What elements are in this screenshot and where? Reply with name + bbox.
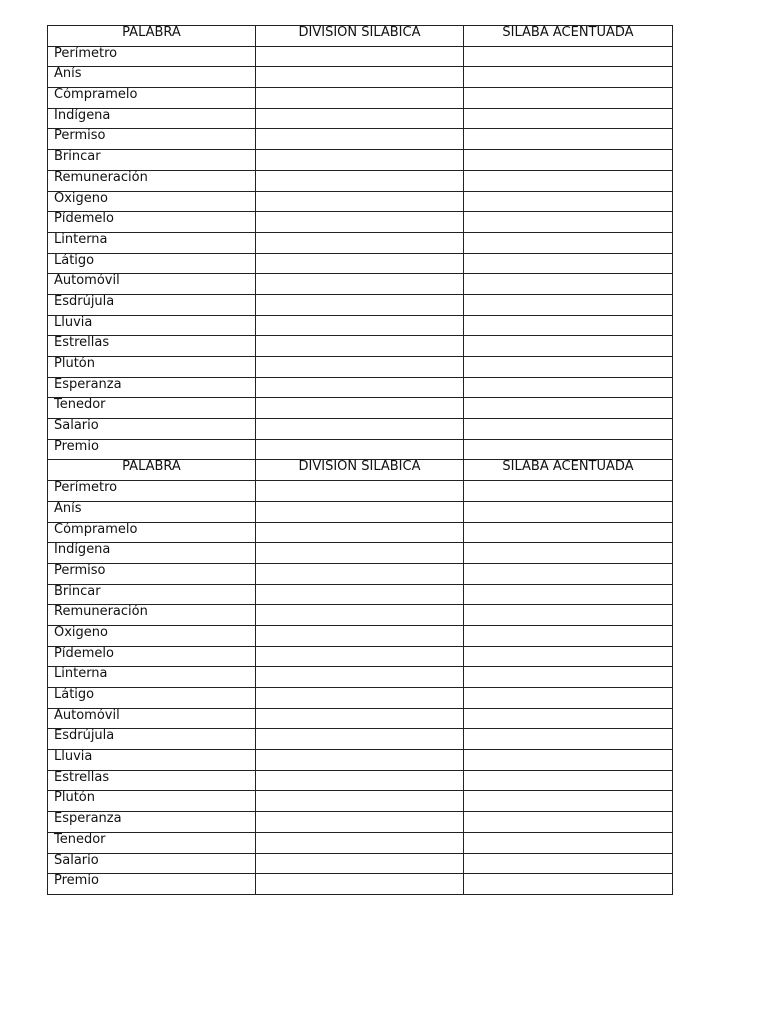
syllable-division-cell[interactable] [256, 750, 464, 771]
syllable-division-cell[interactable] [256, 170, 464, 191]
table-row [48, 522, 673, 543]
syllable-division-cell[interactable] [256, 832, 464, 853]
syllable-division-cell[interactable] [256, 481, 464, 502]
word-cell: Permiso [48, 563, 256, 584]
table-row [48, 625, 673, 646]
table-row [48, 377, 673, 398]
table-row [48, 584, 673, 605]
stressed-syllable-cell[interactable] [464, 853, 673, 874]
table-row [48, 232, 673, 253]
stressed-syllable-cell[interactable] [464, 253, 673, 274]
syllable-division-cell[interactable] [256, 46, 464, 67]
table-row [48, 46, 673, 67]
stressed-syllable-cell[interactable] [464, 67, 673, 88]
table-row [48, 812, 673, 833]
syllable-division-cell[interactable] [256, 88, 464, 109]
header-row [48, 460, 673, 481]
syllable-division-cell[interactable] [256, 191, 464, 212]
stressed-syllable-cell[interactable] [464, 501, 673, 522]
syllable-division-cell[interactable] [256, 108, 464, 129]
table-row [48, 129, 673, 150]
stressed-syllable-cell[interactable] [464, 377, 673, 398]
stressed-syllable-cell[interactable] [464, 729, 673, 750]
word-cell: Tenedor [48, 832, 256, 853]
syllable-division-cell[interactable] [256, 315, 464, 336]
table-row [48, 274, 673, 295]
stressed-syllable-cell[interactable] [464, 667, 673, 688]
syllable-division-cell[interactable] [256, 419, 464, 440]
stressed-syllable-cell[interactable] [464, 688, 673, 709]
stressed-syllable-cell[interactable] [464, 150, 673, 171]
table-row [48, 294, 673, 315]
word-cell: Esperanza [48, 812, 256, 833]
syllable-division-cell[interactable] [256, 791, 464, 812]
syllable-division-cell[interactable] [256, 150, 464, 171]
table-row [48, 853, 673, 874]
column-header-col2: DIVISION SILABICA [256, 460, 464, 481]
table-row [48, 543, 673, 564]
table-row [48, 336, 673, 357]
column-header-col3: SILABA ACENTUADA [464, 460, 673, 481]
word-cell: Linterna [48, 232, 256, 253]
syllable-division-cell[interactable] [256, 584, 464, 605]
word-cell: Estrellas [48, 336, 256, 357]
table-row [48, 439, 673, 460]
stressed-syllable-cell[interactable] [464, 315, 673, 336]
stressed-syllable-cell[interactable] [464, 191, 673, 212]
word-cell: Salario [48, 419, 256, 440]
word-cell: Pídemelo [48, 646, 256, 667]
stressed-syllable-cell[interactable] [464, 274, 673, 295]
table-row [48, 501, 673, 522]
table-row [48, 419, 673, 440]
syllable-division-cell[interactable] [256, 357, 464, 378]
table-row [48, 708, 673, 729]
syllable-division-cell[interactable] [256, 501, 464, 522]
table-row [48, 150, 673, 171]
word-cell: Pídemelo [48, 212, 256, 233]
word-cell: Brincar [48, 584, 256, 605]
syllable-division-cell[interactable] [256, 770, 464, 791]
table-row [48, 398, 673, 419]
stressed-syllable-cell[interactable] [464, 646, 673, 667]
table-row [48, 750, 673, 771]
stressed-syllable-cell[interactable] [464, 294, 673, 315]
stressed-syllable-cell[interactable] [464, 563, 673, 584]
stressed-syllable-cell[interactable] [464, 212, 673, 233]
stressed-syllable-cell[interactable] [464, 584, 673, 605]
stressed-syllable-cell[interactable] [464, 398, 673, 419]
word-cell: Esperanza [48, 377, 256, 398]
word-cell: Brincar [48, 150, 256, 171]
syllable-division-cell[interactable] [256, 605, 464, 626]
stressed-syllable-cell[interactable] [464, 439, 673, 460]
stressed-syllable-cell[interactable] [464, 170, 673, 191]
word-cell: Permiso [48, 129, 256, 150]
stressed-syllable-cell[interactable] [464, 812, 673, 833]
stressed-syllable-cell[interactable] [464, 832, 673, 853]
worksheet-page [47, 25, 672, 895]
table-row [48, 646, 673, 667]
syllable-division-cell[interactable] [256, 212, 464, 233]
syllable-division-cell[interactable] [256, 522, 464, 543]
word-cell: Esdrújula [48, 729, 256, 750]
table-row [48, 67, 673, 88]
table-row [48, 170, 673, 191]
stressed-syllable-cell[interactable] [464, 791, 673, 812]
column-header-col1: PALABRA [48, 460, 256, 481]
table-row [48, 832, 673, 853]
stressed-syllable-cell[interactable] [464, 605, 673, 626]
word-cell: Perímetro [48, 481, 256, 502]
word-cell: Indígena [48, 108, 256, 129]
table-row [48, 357, 673, 378]
syllable-division-cell[interactable] [256, 377, 464, 398]
table-row [48, 191, 673, 212]
stressed-syllable-cell[interactable] [464, 708, 673, 729]
table-row [48, 874, 673, 895]
word-cell: Salario [48, 853, 256, 874]
table-row [48, 88, 673, 109]
stressed-syllable-cell[interactable] [464, 750, 673, 771]
syllable-division-cell[interactable] [256, 812, 464, 833]
table-row [48, 605, 673, 626]
table-row [48, 108, 673, 129]
word-cell: Oxigeno [48, 191, 256, 212]
syllable-division-cell[interactable] [256, 646, 464, 667]
word-cell: Linterna [48, 667, 256, 688]
syllable-division-cell[interactable] [256, 253, 464, 274]
word-cell: Látigo [48, 688, 256, 709]
word-cell: Automóvil [48, 708, 256, 729]
word-cell: Lluvia [48, 750, 256, 771]
word-cell: Oxigeno [48, 625, 256, 646]
stressed-syllable-cell[interactable] [464, 129, 673, 150]
stressed-syllable-cell[interactable] [464, 481, 673, 502]
syllable-division-cell[interactable] [256, 294, 464, 315]
column-header-col2: DIVISION SILABICA [256, 26, 464, 47]
word-cell: Látigo [48, 253, 256, 274]
stressed-syllable-cell[interactable] [464, 522, 673, 543]
syllable-division-cell[interactable] [256, 336, 464, 357]
syllable-division-cell[interactable] [256, 708, 464, 729]
table-row [48, 770, 673, 791]
stressed-syllable-cell[interactable] [464, 108, 673, 129]
word-cell: Remuneración [48, 170, 256, 191]
table-row [48, 688, 673, 709]
column-header-col1: PALABRA [48, 26, 256, 47]
syllable-division-cell[interactable] [256, 688, 464, 709]
stressed-syllable-cell[interactable] [464, 543, 673, 564]
word-cell: Plutón [48, 357, 256, 378]
word-cell: Remuneración [48, 605, 256, 626]
word-cell: Premio [48, 874, 256, 895]
stressed-syllable-cell[interactable] [464, 357, 673, 378]
header-row [48, 26, 673, 47]
word-cell: Premio [48, 439, 256, 460]
word-cell: Tenedor [48, 398, 256, 419]
table-row [48, 563, 673, 584]
column-header-col3: SILABA ACENTUADA [464, 26, 673, 47]
syllable-division-cell[interactable] [256, 667, 464, 688]
table-row [48, 315, 673, 336]
table-body [48, 26, 673, 895]
table-row [48, 791, 673, 812]
table-row [48, 481, 673, 502]
syllable-division-cell[interactable] [256, 563, 464, 584]
syllable-division-cell[interactable] [256, 625, 464, 646]
word-cell: Esdrújula [48, 294, 256, 315]
table-row [48, 667, 673, 688]
syllable-worksheet-table [47, 25, 673, 895]
syllable-division-cell[interactable] [256, 232, 464, 253]
stressed-syllable-cell[interactable] [464, 336, 673, 357]
stressed-syllable-cell[interactable] [464, 46, 673, 67]
stressed-syllable-cell[interactable] [464, 770, 673, 791]
word-cell: Indígena [48, 543, 256, 564]
word-cell: Cómpramelo [48, 88, 256, 109]
stressed-syllable-cell[interactable] [464, 874, 673, 895]
syllable-division-cell[interactable] [256, 543, 464, 564]
stressed-syllable-cell[interactable] [464, 419, 673, 440]
syllable-division-cell[interactable] [256, 398, 464, 419]
table-row [48, 212, 673, 233]
stressed-syllable-cell[interactable] [464, 625, 673, 646]
stressed-syllable-cell[interactable] [464, 88, 673, 109]
syllable-division-cell[interactable] [256, 853, 464, 874]
syllable-division-cell[interactable] [256, 439, 464, 460]
stressed-syllable-cell[interactable] [464, 232, 673, 253]
word-cell: Lluvia [48, 315, 256, 336]
syllable-division-cell[interactable] [256, 274, 464, 295]
table-row [48, 253, 673, 274]
word-cell: Automóvil [48, 274, 256, 295]
syllable-division-cell[interactable] [256, 67, 464, 88]
word-cell: Plutón [48, 791, 256, 812]
table-row [48, 729, 673, 750]
syllable-division-cell[interactable] [256, 129, 464, 150]
word-cell: Anís [48, 501, 256, 522]
word-cell: Cómpramelo [48, 522, 256, 543]
word-cell: Anís [48, 67, 256, 88]
syllable-division-cell[interactable] [256, 729, 464, 750]
word-cell: Perímetro [48, 46, 256, 67]
syllable-division-cell[interactable] [256, 874, 464, 895]
word-cell: Estrellas [48, 770, 256, 791]
